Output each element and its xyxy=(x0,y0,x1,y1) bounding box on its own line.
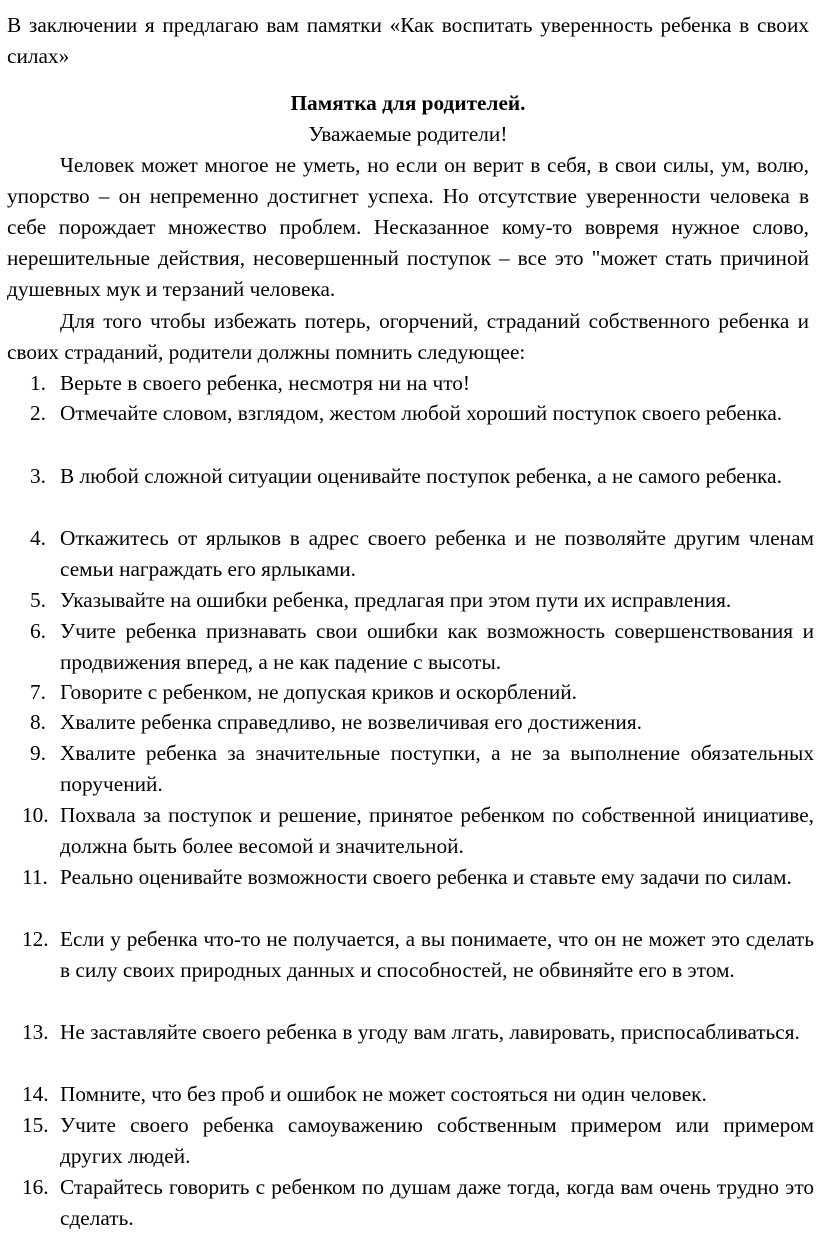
memo-greeting: Уважаемые родители! xyxy=(308,122,508,146)
list-item-text: Учите ребенка признавать свои ошибки как возможность совершенствования и продвижения вперед, а не как падение с высоты. xyxy=(60,619,814,674)
list-item-number: 1. xyxy=(30,371,46,395)
list-item-number: 14. xyxy=(22,1082,49,1106)
list-item-number: 8. xyxy=(30,710,46,734)
list-item-text: Указывайте на ошибки ребенка, предлагая при этом пути их исправления. xyxy=(60,588,732,612)
list-item-text: Хвалите ребенка за значительные поступки, а не за выполнение обязательных поручений. xyxy=(60,741,814,796)
list-item-number: 2. xyxy=(30,401,46,425)
list-item-text: Если у ребенка что-то не получается, а вы понимаете, что он не может это сделать в силу своих природных данных и способностей, не обвиняйте его в этом. xyxy=(60,927,814,982)
list-item-text: Хвалите ребенка справедливо, не возвеличивая его достижения. xyxy=(60,710,642,734)
list-item-text: Откажитесь от ярлыков в адрес своего ребенка и не позволяйте другим членам семьи награждать его ярлыками. xyxy=(60,526,814,581)
list-item-text: Помните, что без проб и ошибок не может состояться ни один человек. xyxy=(60,1082,707,1106)
list-item-text: В любой сложной ситуации оценивайте поступок ребенка, а не самого ребенка. xyxy=(60,464,782,488)
memo-title: Памятка для родителей. xyxy=(290,91,526,115)
list-item-number: 13. xyxy=(22,1020,49,1044)
list-item-text: Говорите с ребенком, не допуская криков и оскорблений. xyxy=(60,680,577,704)
list-item-number: 12. xyxy=(22,927,49,951)
list-item-number: 6. xyxy=(30,619,46,643)
memo-paragraph-1: Человек может многое не уметь, но если он верит в себя, в свои силы, ум, волю, упорство – он непременно достигнет успеха. Но отсутствие уверенности человека в себе порождает множество проблем. Несказанное кому-то вовремя нужное слово, нерешительные действия, несовершенный поступок – все это "может стать причиной душевных мук и терзаний человека. xyxy=(7,153,809,301)
list-item-number: 5. xyxy=(30,588,46,612)
list-item-number: 11. xyxy=(22,865,48,889)
list-item-number: 9. xyxy=(30,741,46,765)
list-item-number: 15. xyxy=(22,1113,49,1137)
list-item-text: Не заставляйте своего ребенка в угоду вам лгать, лавировать, приспосабливаться. xyxy=(60,1020,800,1044)
list-item-number: 7. xyxy=(30,680,46,704)
list-item-text: Учите своего ребенка самоуважению собственным примером или примером других людей. xyxy=(60,1113,814,1168)
memo-paragraph-2: Для того чтобы избежать потерь, огорчений, страданий собственного ребенка и своих страданий, родители должны помнить следующее: xyxy=(7,309,809,364)
list-item-number: 10. xyxy=(22,803,49,827)
intro-paragraph: В заключении я предлагаю вам памятки «Как воспитать уверенность ребенка в своих силах» xyxy=(7,13,809,68)
list-item-number: 4. xyxy=(30,526,46,550)
list-item-text: Старайтесь говорить с ребенком по душам даже тогда, когда вам очень трудно это сделать. xyxy=(60,1175,814,1230)
list-item-text: Реально оценивайте возможности своего ребенка и ставьте ему задачи по силам. xyxy=(60,865,792,889)
list-item-number: 3. xyxy=(30,464,46,488)
list-item-text: Верьте в своего ребенка, несмотря ни на что! xyxy=(60,371,470,395)
list-item-text: Похвала за поступок и решение, принятое ребенком по собственной инициативе, должна быть более весомой и значительной. xyxy=(60,803,814,858)
list-item-text: Отмечайте словом, взглядом, жестом любой хороший поступок своего ребенка. xyxy=(60,401,783,425)
list-item-number: 16. xyxy=(22,1175,49,1199)
